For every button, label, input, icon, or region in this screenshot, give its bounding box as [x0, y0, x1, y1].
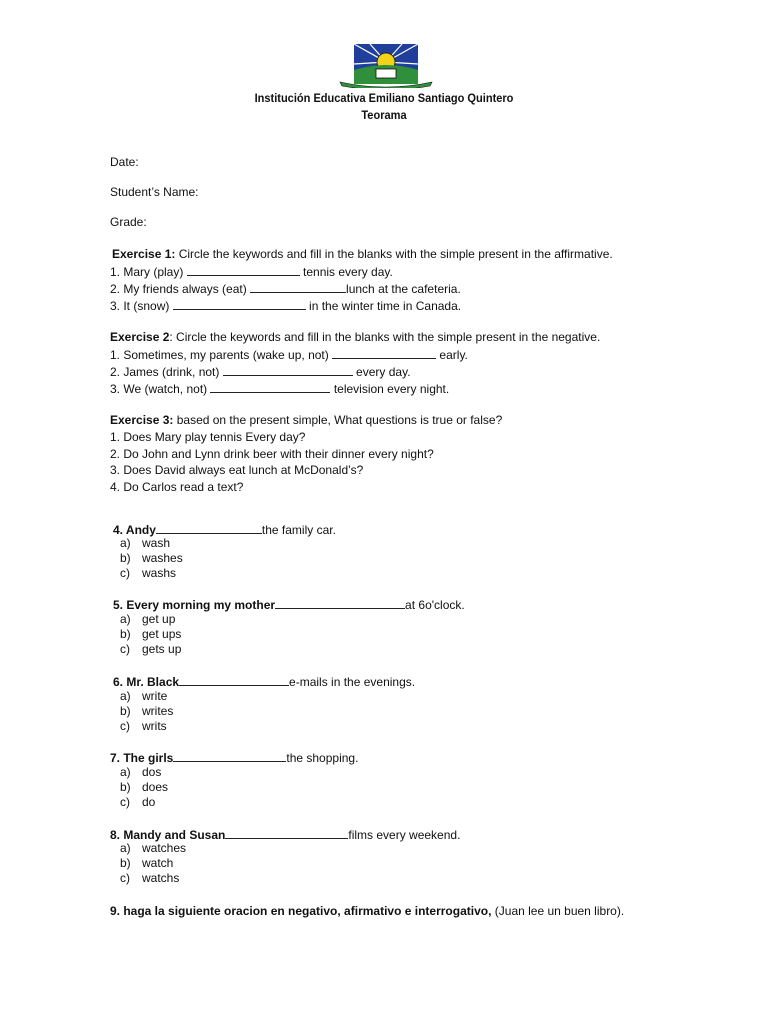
option-text: watches — [142, 841, 187, 855]
exercise-1-instruction: Circle the keywords and fill in the blanks with the simple present in the affirmative. — [175, 247, 613, 261]
exercise-1-item — [110, 263, 393, 280]
option-text: get up — [142, 612, 176, 626]
option-text: write — [142, 689, 168, 703]
question-lead: 4. Andy — [113, 523, 156, 537]
question-tail: e-mails in the evenings. — [289, 675, 416, 689]
exercise-2-label: Exercise 2 — [110, 330, 170, 344]
question-7 — [110, 749, 358, 766]
option-text: gets up — [142, 642, 182, 656]
question-lead: 9. haga la siguiente oracion en negativo, afirmativo e interrogativo, — [110, 904, 492, 918]
option-letter: a) — [120, 689, 131, 703]
option-item[interactable] — [120, 612, 175, 627]
item-text: 1. Mary (play) — [110, 265, 187, 279]
option-item[interactable] — [120, 566, 176, 581]
exercise-2-item — [110, 346, 468, 363]
answer-blank[interactable] — [156, 521, 262, 534]
question-lead: 6. Mr. Black — [113, 675, 180, 689]
option-text: washs — [142, 566, 177, 580]
question-6 — [113, 673, 415, 690]
question-tail: films every weekend. — [348, 828, 461, 842]
question-lead: 8. Mandy and Susan — [110, 828, 226, 842]
date-field-label: Date: — [110, 155, 139, 169]
question-tail: the shopping. — [286, 751, 359, 765]
option-letter: b) — [120, 704, 131, 718]
option-letter: a) — [120, 841, 131, 855]
option-letter: a) — [120, 765, 131, 779]
item-text: lunch at the cafeteria. — [346, 282, 461, 296]
exercise-2-heading — [110, 329, 600, 345]
answer-blank[interactable] — [173, 749, 286, 762]
answer-blank[interactable] — [225, 826, 348, 839]
option-item[interactable] — [120, 841, 186, 856]
exercise-1-heading — [112, 246, 613, 262]
exercise-2-instruction: : Circle the keywords and fill in the blanks with the simple present in the negative. — [169, 330, 601, 344]
option-item[interactable] — [120, 642, 181, 657]
option-item[interactable] — [120, 871, 179, 886]
option-text: does — [142, 780, 169, 794]
item-text: every day. — [352, 365, 411, 379]
option-item[interactable] — [120, 627, 181, 642]
option-text: writes — [142, 704, 174, 718]
option-item[interactable] — [120, 536, 170, 551]
option-letter: c) — [120, 642, 130, 656]
question-5 — [113, 596, 465, 613]
option-letter: c) — [120, 871, 130, 885]
option-text: washes — [142, 551, 183, 565]
exercise-3-label: Exercise 3: — [110, 413, 174, 427]
option-letter: b) — [120, 627, 131, 641]
option-item[interactable] — [120, 719, 167, 734]
option-item[interactable] — [120, 551, 183, 566]
option-item[interactable] — [120, 689, 167, 704]
exercise-1-label: Exercise 1: — [112, 247, 176, 261]
exercise-2-item — [110, 363, 411, 380]
exercise-3-instruction: based on the present simple, What questions is true or false? — [173, 413, 503, 427]
answer-blank[interactable] — [250, 280, 346, 293]
question-tail: at 6o'clock. — [405, 598, 465, 612]
option-text: get ups — [142, 627, 182, 641]
question-lead: 7. The girls — [110, 751, 174, 765]
answer-blank[interactable] — [275, 596, 405, 609]
option-letter: a) — [120, 536, 131, 550]
town-name: Teorama — [361, 108, 407, 122]
student-name-field-label: Student’s Name: — [110, 185, 199, 199]
item-text: television every night. — [330, 382, 450, 396]
exercise-1-item — [110, 297, 461, 314]
exercise-3-question: 4. Do Carlos read a text? — [110, 480, 244, 494]
exercise-3-heading — [110, 412, 502, 428]
option-letter: b) — [120, 856, 131, 870]
question-lead: 5. Every morning my mother — [113, 598, 276, 612]
option-letter: c) — [120, 795, 130, 809]
exercise-3-question: 1. Does Mary play tennis Every day? — [110, 430, 306, 444]
answer-blank[interactable] — [187, 263, 300, 276]
answer-blank[interactable] — [332, 346, 436, 359]
exercise-1-item — [110, 280, 461, 297]
option-text: watch — [142, 856, 174, 870]
answer-blank[interactable] — [179, 673, 289, 686]
option-text: writs — [142, 719, 167, 733]
option-letter: c) — [120, 566, 130, 580]
answer-blank[interactable] — [210, 380, 330, 393]
grade-field-label: Grade: — [110, 215, 147, 229]
item-text: 2. My friends always (eat) — [110, 282, 251, 296]
option-letter: b) — [120, 551, 131, 565]
institution-logo — [336, 42, 436, 88]
exercise-2-item — [110, 380, 449, 397]
exercise-3-question: 3. Does David always eat lunch at McDonald’s? — [110, 463, 364, 477]
question-tail: (Juan lee un buen libro). — [491, 904, 625, 918]
item-text: tennis every day. — [299, 265, 393, 279]
option-text: watchs — [142, 871, 180, 885]
option-item[interactable] — [120, 704, 173, 719]
question-tail: the family car. — [261, 523, 336, 537]
option-letter: c) — [120, 719, 130, 733]
item-text: 1. Sometimes, my parents (wake up, not) — [110, 348, 333, 362]
option-item[interactable] — [120, 795, 155, 810]
option-text: do — [142, 795, 156, 809]
item-text: in the winter time in Canada. — [305, 299, 462, 313]
option-letter: b) — [120, 780, 131, 794]
item-text: 3. We (watch, not) — [110, 382, 211, 396]
exercise-3-question: 2. Do John and Lynn drink beer with their dinner every night? — [110, 447, 434, 461]
option-text: wash — [142, 536, 171, 550]
institution-name: Institución Educativa Emiliano Santiago Quintero — [254, 91, 514, 105]
answer-blank[interactable] — [173, 297, 306, 310]
option-item[interactable] — [120, 856, 173, 871]
item-text: 2. James (drink, not) — [110, 365, 223, 379]
option-item[interactable] — [120, 780, 168, 795]
option-text: dos — [142, 765, 162, 779]
question-9 — [110, 903, 624, 919]
logo-emblem-icon — [336, 42, 436, 88]
item-text: early. — [436, 348, 468, 362]
option-item[interactable] — [120, 765, 161, 780]
answer-blank[interactable] — [223, 363, 353, 376]
item-text: 3. It (snow) — [110, 299, 173, 313]
option-letter: a) — [120, 612, 131, 626]
school-header — [0, 90, 768, 124]
